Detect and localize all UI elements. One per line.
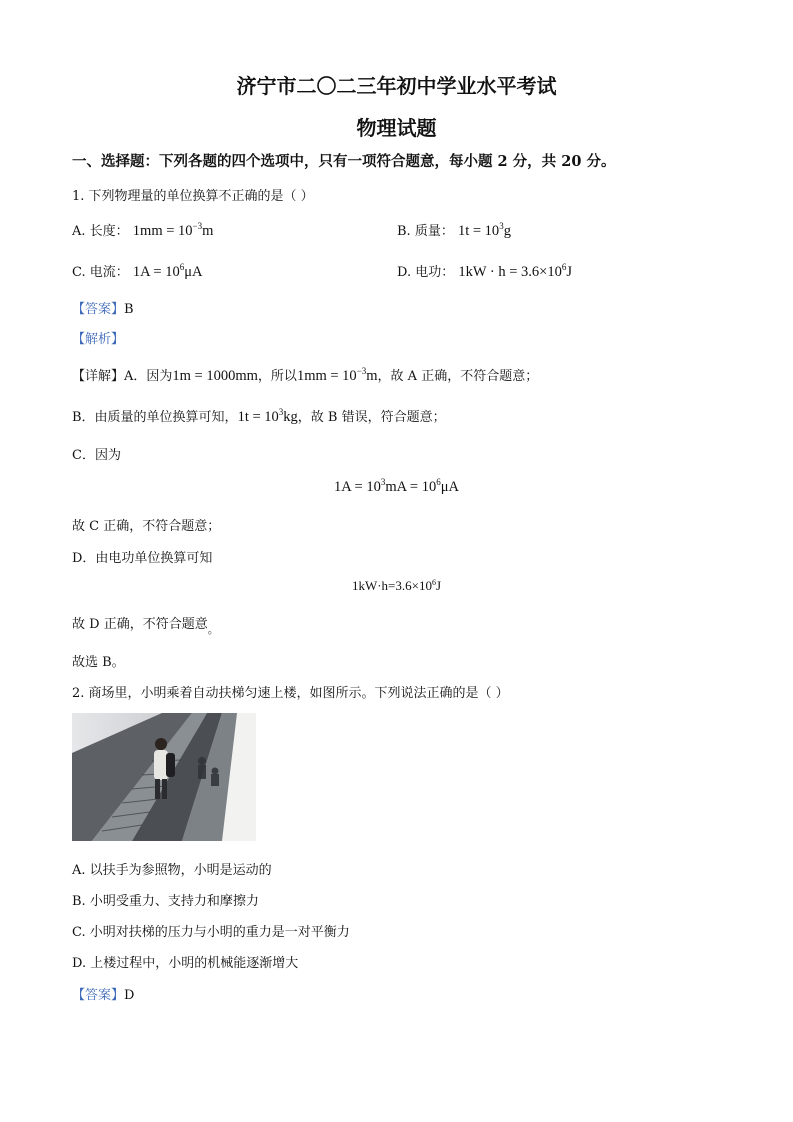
option-label: C. 电流：	[72, 265, 129, 280]
q1-option-c	[72, 261, 203, 281]
option-formula: $1kW \cdot h = 3.6\times 10^6J$	[458, 262, 573, 280]
q1-detail-a: 【详解】A．因为1m = 1000mm，所以$1mm = 10^{-3}m$，故 A 正确，不符合题意；	[72, 366, 539, 384]
option-formula: $1A = 10^6\mu A$	[132, 262, 203, 280]
detail-formula: 1m = 1000mm	[172, 368, 258, 384]
option-label: D. 电功：	[397, 265, 455, 280]
answer-value: D	[124, 988, 135, 1003]
answer-value: B	[124, 302, 134, 317]
answer-tag: 【答案】	[72, 988, 125, 1003]
q2-stem: 2. 商场里，小明乘着自动扶梯匀速上楼，如图所示。下列说法正确的是（ ）	[72, 686, 509, 701]
q1-option-d	[397, 261, 572, 281]
option-formula: $1t = 10^3g$	[457, 221, 511, 239]
section-heading: 一、选择题：下列各题的四个选项中，只有一项符合题意，每小题 2 分，共 20 分。	[72, 153, 616, 170]
q1-detail-c-conclusion: 故 C 正确，不符合题意；	[72, 519, 221, 534]
q1-detail-d: D．由电功单位换算可知	[72, 551, 213, 566]
escalator-photo	[72, 713, 256, 841]
option-label: A. 长度：	[72, 224, 129, 239]
detail-formula: $1mm = 10^{-3}m$	[296, 366, 378, 384]
q1-detail-d-equation: $1kW\cdot h=3.6\times 10^6J$	[351, 578, 442, 593]
q1-conclusion: 故选 B。	[72, 655, 125, 670]
q2-option-a: A. 以扶手为参照物，小明是运动的	[72, 863, 272, 878]
exam-title: 济宁市二〇二三年初中学业水平考试	[236, 74, 557, 98]
q1-option-b	[397, 220, 511, 240]
q2-answer	[72, 984, 134, 1003]
q1-detail-c: C．因为	[72, 448, 121, 463]
q1-answer	[72, 298, 134, 317]
q1-detail-d-conclusion: 故 D 正确，不符合题意$_。$	[72, 617, 219, 636]
option-label: B. 质量：	[397, 224, 454, 239]
q2-option-c: C. 小明对扶梯的压力与小明的重力是一对平衡力	[72, 925, 350, 940]
q1-detail-c-equation: $1A = 10^3mA = 10^6\mu A$	[334, 477, 459, 495]
detail-formula: $1t = 10^3kg$	[237, 407, 298, 425]
exam-subtitle: 物理试题	[356, 116, 437, 140]
escalator-illustration	[72, 713, 256, 841]
detail-tag: 【详解】	[72, 369, 125, 384]
q1-option-a	[72, 220, 213, 240]
q1-analysis-tag: 【解析】	[72, 332, 125, 347]
q1-stem: 1. 下列物理量的单位换算不正确的是（ ）	[72, 189, 314, 204]
q1-detail-b: B．由质量的单位换算可知，$1t = 10^3kg$，故 B 错误，符合题意；	[72, 407, 446, 425]
q2-option-b: B. 小明受重力、支持力和摩擦力	[72, 894, 259, 909]
q2-option-d: D. 上楼过程中，小明的机械能逐渐增大	[72, 956, 299, 971]
answer-tag: 【答案】	[72, 302, 125, 317]
option-formula: $1mm = 10^{-3}m$	[132, 221, 214, 239]
